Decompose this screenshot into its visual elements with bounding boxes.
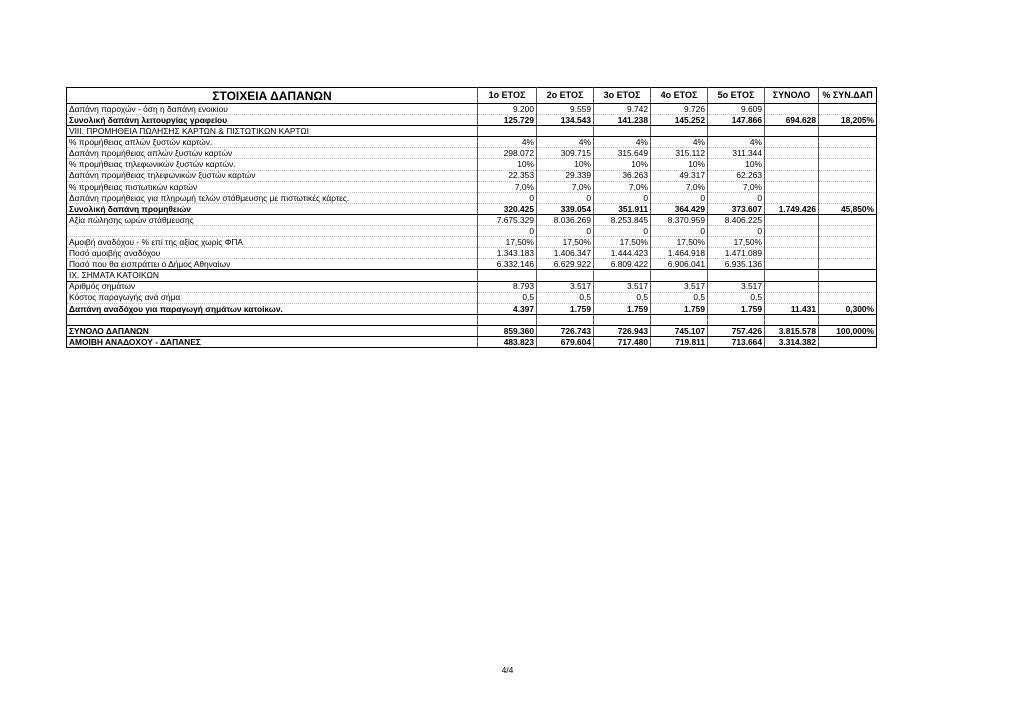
table-cell: 6.332.146 (478, 259, 537, 270)
table-cell: 100,000% (819, 325, 877, 336)
table-cell: 3.517 (594, 281, 651, 292)
table-row (67, 115, 877, 126)
table-cell (819, 137, 877, 148)
table-cell (765, 226, 819, 237)
table-cell (651, 314, 708, 325)
table-row (67, 303, 877, 314)
table-cell: 4% (708, 137, 765, 148)
row-label: IX. ΣΗΜΑΤΑ ΚΑΤΟΙΚΩΝ (67, 270, 478, 281)
table-cell: 10% (651, 159, 708, 170)
table-row (67, 192, 877, 203)
table-cell: 757.426 (708, 325, 765, 336)
row-label: Αξία πώλησης ωρών στάθμευσης (67, 214, 478, 225)
table-cell: 726.743 (537, 325, 594, 336)
table-cell (819, 314, 877, 325)
table-cell: 49.317 (651, 170, 708, 181)
table-cell: 0 (594, 192, 651, 203)
table-row (67, 159, 877, 170)
row-label: Ποσό που θα εισπράττει ο Δήμος Αθηναίων (67, 259, 478, 270)
table-cell: 309.715 (537, 148, 594, 159)
table-cell: 745.107 (651, 325, 708, 336)
table-cell: 9.200 (478, 104, 537, 115)
table-cell: 3.517 (651, 281, 708, 292)
table-cell (765, 126, 819, 137)
column-header-year-3: 3ο ΕΤΟΣ (594, 88, 651, 104)
row-label: Συνολική δαπάνη λειτουργίας γραφείου (67, 115, 478, 126)
table-cell (765, 237, 819, 248)
table-cell (594, 126, 651, 137)
table-header-row (67, 88, 877, 104)
table-cell (819, 181, 877, 192)
table-cell: 1.759 (594, 303, 651, 314)
table-cell: 7,0% (594, 181, 651, 192)
table-cell: 6.629.922 (537, 259, 594, 270)
table-cell: 1.749.426 (765, 203, 819, 214)
table-cell: 10% (537, 159, 594, 170)
table-cell: 9.559 (537, 104, 594, 115)
table-row (67, 248, 877, 259)
row-label (67, 226, 478, 237)
table-cell: 0 (537, 226, 594, 237)
table-cell: 0,300% (819, 303, 877, 314)
table-row (67, 214, 877, 225)
row-label: VIII. ΠΡΟΜΗΘΕΙΑ ΠΩΛΗΣΗΣ ΚΑΡΤΩΝ & ΠΙΣΤΩΤΙΚΩΝ ΚΑΡΤΩΙ (67, 126, 478, 137)
table-cell: 373.607 (708, 203, 765, 214)
table-cell: 3.314.382 (765, 336, 819, 347)
table-cell (478, 126, 537, 137)
table-row (67, 259, 877, 270)
table-cell: 22.353 (478, 170, 537, 181)
table-cell: 311.344 (708, 148, 765, 159)
table-cell: 1.343.183 (478, 248, 537, 259)
table-row (67, 181, 877, 192)
row-label: Δαπάνη προμήθειας απλών ξυστών καρτών (67, 148, 478, 159)
table-cell: 145.252 (651, 115, 708, 126)
table-cell: 298.072 (478, 148, 537, 159)
table-cell (819, 148, 877, 159)
table-cell: 351.911 (594, 203, 651, 214)
table-row (67, 126, 877, 137)
row-label: Δαπάνη προμήθειας τηλεφωνικών ξυστών καρτών (67, 170, 478, 181)
table-cell: 7,0% (478, 181, 537, 192)
table-cell (819, 214, 877, 225)
table-cell: 694.628 (765, 115, 819, 126)
expense-table (66, 87, 877, 348)
table-cell: 1.759 (537, 303, 594, 314)
table-cell (537, 126, 594, 137)
table-cell: 726.943 (594, 325, 651, 336)
table-cell: 315.649 (594, 148, 651, 159)
column-header-year-4: 4ο ΕΤΟΣ (651, 88, 708, 104)
table-cell (765, 137, 819, 148)
table-cell: 8.793 (478, 281, 537, 292)
table-row (67, 148, 877, 159)
column-header-year-1: 1ο ΕΤΟΣ (478, 88, 537, 104)
table-cell (765, 159, 819, 170)
table-cell: 9.609 (708, 104, 765, 115)
table-cell (708, 314, 765, 325)
table-cell: 125.729 (478, 115, 537, 126)
table-cell: 4.397 (478, 303, 537, 314)
table-cell (478, 314, 537, 325)
table-cell: 147.866 (708, 115, 765, 126)
table-cell: 9.742 (594, 104, 651, 115)
table-cell: 315.112 (651, 148, 708, 159)
table-cell (819, 336, 877, 347)
table-cell: 17,50% (594, 237, 651, 248)
table-cell (708, 126, 765, 137)
row-label: Δαπάνη παροχών - όση η δαπάνη ενοικίου (67, 104, 478, 115)
table-cell (819, 281, 877, 292)
table-cell (765, 292, 819, 303)
table-cell: 0,5 (594, 292, 651, 303)
column-header-year-2: 2ο ΕΤΟΣ (537, 88, 594, 104)
table-cell: 11.431 (765, 303, 819, 314)
table-cell: 0 (537, 192, 594, 203)
table-cell (819, 170, 877, 181)
table-cell: 18,205% (819, 115, 877, 126)
table-cell: 3.517 (708, 281, 765, 292)
table-cell (765, 270, 819, 281)
table-cell: 8.406.225 (708, 214, 765, 225)
table-cell: 0,5 (708, 292, 765, 303)
table-cell: 3.517 (537, 281, 594, 292)
table-cell (651, 270, 708, 281)
table-cell: 483.823 (478, 336, 537, 347)
table-cell (765, 192, 819, 203)
row-label: Κόστος παραγωγής ανά σήμα (67, 292, 478, 303)
table-row (67, 104, 877, 115)
row-label: % προμήθειας τηλεφωνικών ξυστών καρτών. (67, 159, 478, 170)
table-cell: 859.360 (478, 325, 537, 336)
table-cell: 339.054 (537, 203, 594, 214)
row-label: Αριθμός σημάτων (67, 281, 478, 292)
table-cell (819, 248, 877, 259)
table-cell: 0,5 (651, 292, 708, 303)
table-cell: 17,50% (478, 237, 537, 248)
table-cell (765, 248, 819, 259)
row-label: ΑΜΟΙΒΗ ΑΝΑΔΟΧΟΥ - ΔΑΠΑΝΕΣ (67, 336, 478, 347)
table-cell: 17,50% (651, 237, 708, 248)
table-row (67, 137, 877, 148)
row-label (67, 314, 478, 325)
table-cell (478, 270, 537, 281)
table-cell (819, 159, 877, 170)
table-cell: 4% (651, 137, 708, 148)
table-cell: 7,0% (537, 181, 594, 192)
column-header-year-5: 5ο ΕΤΟΣ (708, 88, 765, 104)
table-cell (765, 170, 819, 181)
table-cell (765, 181, 819, 192)
table-cell (819, 126, 877, 137)
table-cell: 17,50% (708, 237, 765, 248)
table-cell: 0 (651, 192, 708, 203)
table-cell: 6.906.041 (651, 259, 708, 270)
table-cell: 3.815.578 (765, 325, 819, 336)
row-label: Δαπάνη αναδόχου για παραγωγή σημάτων κατοίκων. (67, 303, 478, 314)
table-cell: 0,5 (478, 292, 537, 303)
table-row (67, 314, 877, 325)
table-cell (819, 292, 877, 303)
table-cell: 719.811 (651, 336, 708, 347)
table-row (67, 270, 877, 281)
row-label: % προμήθειας πιστωτικών καρτών (67, 181, 478, 192)
table-cell: 0 (651, 226, 708, 237)
page-number: 4/4 (501, 665, 514, 675)
table-cell (708, 270, 765, 281)
row-label: Συνολική δαπάνη προμηθειών (67, 203, 478, 214)
table-cell: 1.471.089 (708, 248, 765, 259)
table-cell: 7.675.329 (478, 214, 537, 225)
column-header-percent: % ΣΥΝ.ΔΑΠ (819, 88, 877, 104)
table-cell: 36.263 (594, 170, 651, 181)
table-cell (537, 314, 594, 325)
table-cell: 8.370.959 (651, 214, 708, 225)
row-label: Ποσό αμοιβής αναδόχου (67, 248, 478, 259)
table-cell: 29.339 (537, 170, 594, 181)
table-row (67, 237, 877, 248)
table-cell: 4% (478, 137, 537, 148)
table-cell (651, 126, 708, 137)
table-cell: 62.263 (708, 170, 765, 181)
table-cell (819, 104, 877, 115)
table-row (67, 281, 877, 292)
table-cell: 7,0% (708, 181, 765, 192)
table-row (67, 203, 877, 214)
table-cell: 320.425 (478, 203, 537, 214)
table-cell: 4% (594, 137, 651, 148)
table-cell (819, 192, 877, 203)
table-cell: 141.238 (594, 115, 651, 126)
table-cell: 6.935.136 (708, 259, 765, 270)
table-cell: 10% (594, 159, 651, 170)
table-cell: 1.759 (651, 303, 708, 314)
table-cell (765, 214, 819, 225)
table-row (67, 292, 877, 303)
table-cell: 713.664 (708, 336, 765, 347)
table-cell: 0,5 (537, 292, 594, 303)
table-cell: 1.464.918 (651, 248, 708, 259)
table-cell: 8.036.269 (537, 214, 594, 225)
table-cell (594, 314, 651, 325)
table-cell: 0 (594, 226, 651, 237)
table-cell: 1.406.347 (537, 248, 594, 259)
table-cell: 0 (478, 226, 537, 237)
table-cell (819, 259, 877, 270)
table-cell: 7,0% (651, 181, 708, 192)
table-cell (765, 314, 819, 325)
table-cell: 10% (708, 159, 765, 170)
table-cell: 45,850% (819, 203, 877, 214)
table-cell (594, 270, 651, 281)
table-row (67, 325, 877, 336)
table-cell: 134.543 (537, 115, 594, 126)
table-cell (537, 270, 594, 281)
table-cell: 6.809.422 (594, 259, 651, 270)
row-label: Δαπάνη προμήθειας για πληρωμή τελών στάθμευσης με πιστωτικές κάρτες. (67, 192, 478, 203)
table-cell: 717.480 (594, 336, 651, 347)
table-cell: 4% (537, 137, 594, 148)
row-label: ΣΥΝΟΛΟ ΔΑΠΑΝΩΝ (67, 325, 478, 336)
table-cell (765, 148, 819, 159)
table-cell: 364.429 (651, 203, 708, 214)
table-cell (819, 237, 877, 248)
table-row (67, 226, 877, 237)
table-cell: 1.759 (708, 303, 765, 314)
column-header-total: ΣΥΝΟΛΟ (765, 88, 819, 104)
table-cell: 0 (708, 226, 765, 237)
table-cell (765, 259, 819, 270)
table-header-title: ΣΤΟΙΧΕΙΑ ΔΑΠΑΝΩΝ (67, 88, 478, 104)
table-cell (819, 226, 877, 237)
table-cell (765, 104, 819, 115)
table-cell: 679.604 (537, 336, 594, 347)
table-cell (819, 270, 877, 281)
table-row (67, 336, 877, 347)
table-row (67, 170, 877, 181)
table-cell: 1.444.423 (594, 248, 651, 259)
table-cell: 17,50% (537, 237, 594, 248)
table-cell: 8.253.845 (594, 214, 651, 225)
table-cell (765, 281, 819, 292)
table-cell: 9.726 (651, 104, 708, 115)
table-cell: 10% (478, 159, 537, 170)
row-label: Αμοιβή αναδόχου - % επί της αξίας χωρίς ΦΠΑ (67, 237, 478, 248)
table-cell: 0 (708, 192, 765, 203)
row-label: % προμήθειας απλών ξυστών καρτών. (67, 137, 478, 148)
table-cell: 0 (478, 192, 537, 203)
